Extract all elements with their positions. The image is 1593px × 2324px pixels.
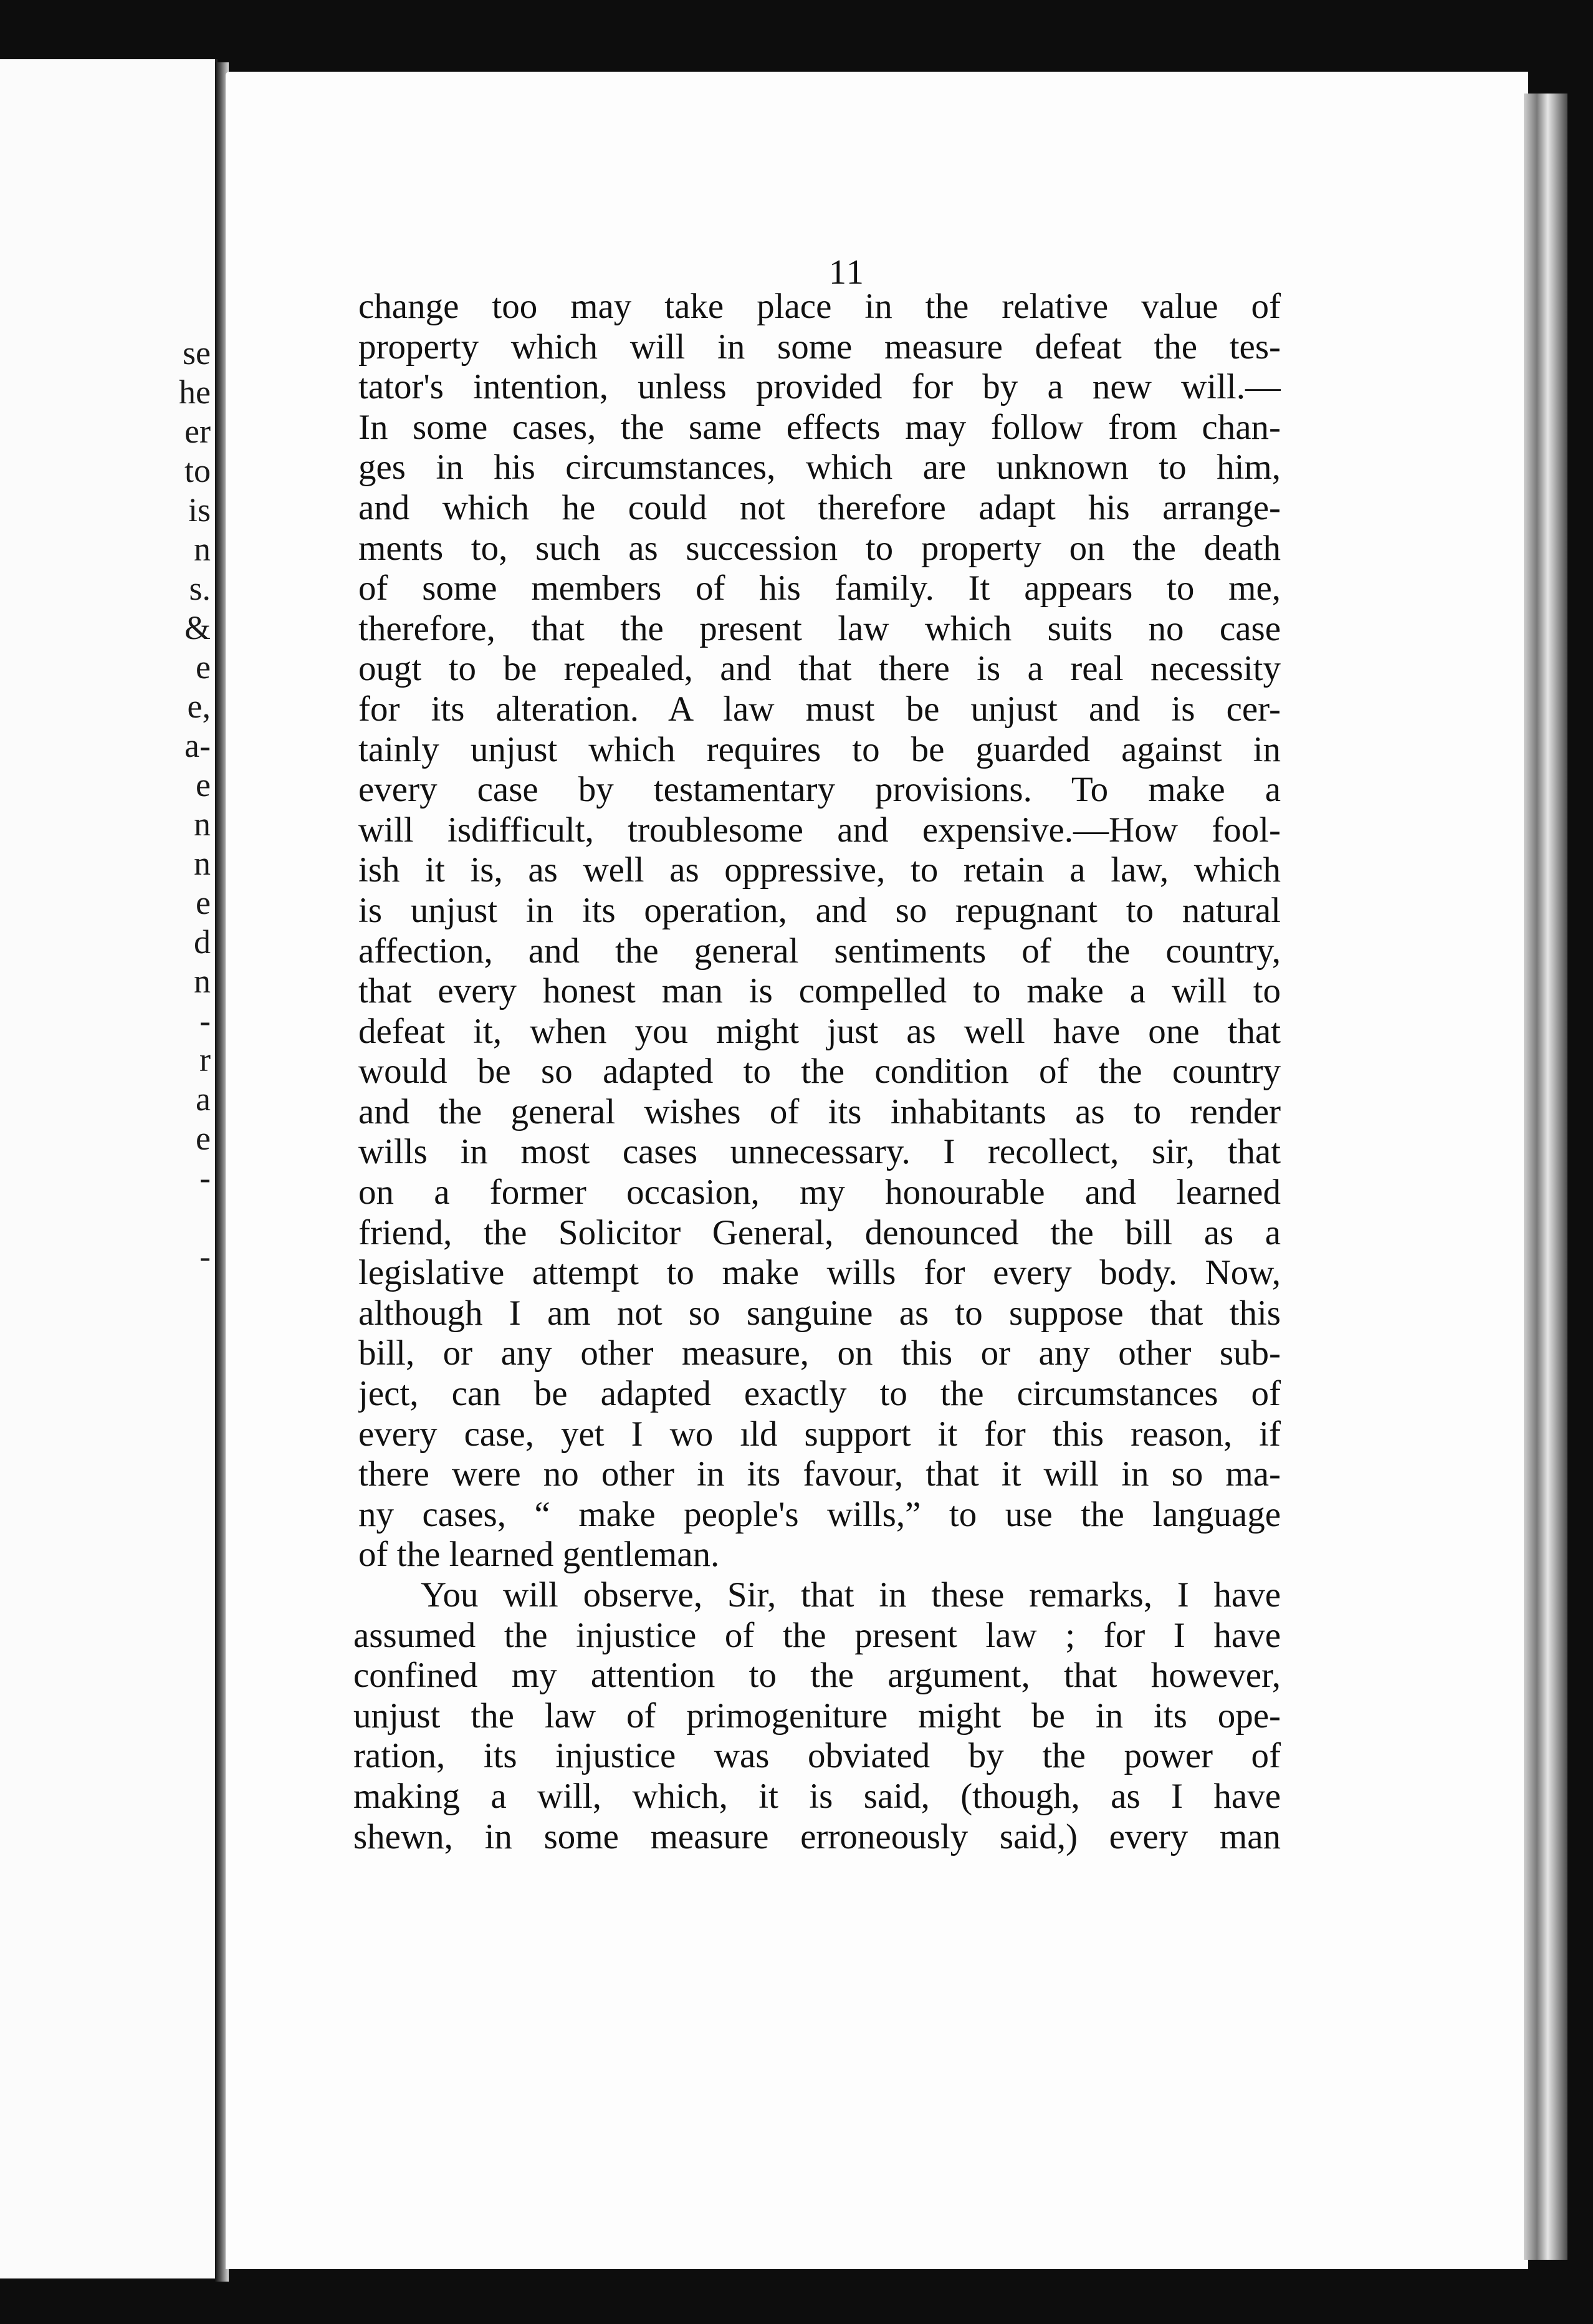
fragment-line: he bbox=[179, 373, 211, 411]
paragraph-start-line: You will observe, Sir, that in these remarks, I have bbox=[421, 1575, 1281, 1615]
fragment-line: e bbox=[196, 648, 211, 686]
fragment-line: d bbox=[194, 923, 211, 961]
page-body-text bbox=[353, 287, 1281, 1857]
fragment-line: e bbox=[196, 766, 211, 804]
previous-page-edge bbox=[0, 59, 218, 2278]
text-line: assumed the injustice of the present law ; for I have bbox=[353, 1615, 1281, 1655]
text-line: defeat it, when you might just as well have one that bbox=[358, 1011, 1281, 1051]
text-line: affection, and the general sentiments of the country, bbox=[358, 931, 1281, 971]
previous-page-text-fragments bbox=[167, 334, 211, 1315]
fragment-line: - bbox=[199, 1002, 211, 1039]
text-line: every case by testamentary provisions. To make a bbox=[358, 770, 1281, 810]
text-line: In some cases, the same effects may follow from chan- bbox=[358, 407, 1281, 447]
fragment-line: n bbox=[194, 845, 211, 882]
page-stack-edge bbox=[1524, 94, 1567, 2260]
text-line: ges in his circumstances, which are unknown to him, bbox=[358, 448, 1281, 487]
text-line: shewn, in some measure erroneously said,) every man bbox=[353, 1817, 1281, 1856]
fragment-line: to bbox=[184, 452, 211, 489]
fragment-line: - bbox=[199, 1237, 211, 1275]
text-line: that every honest man is compelled to make a will to bbox=[358, 971, 1281, 1011]
text-line: ject, can be adapted exactly to the circumstances of bbox=[358, 1374, 1281, 1414]
text-line: is unjust in its operation, and so repugnant to natural bbox=[358, 890, 1281, 930]
fragment-line: - bbox=[199, 1159, 211, 1196]
text-line: wills in most cases unnecessary. I recollect, sir, that bbox=[358, 1132, 1281, 1172]
text-line: and the general wishes of its inhabitants as to render bbox=[358, 1092, 1281, 1131]
fragment-line: is bbox=[188, 491, 211, 529]
text-line: therefore, that the present law which suits no case bbox=[358, 608, 1281, 648]
text-line: would be so adapted to the condition of the country bbox=[358, 1052, 1281, 1092]
text-line: ny cases, “ make people's wills,” to use the language bbox=[358, 1494, 1281, 1534]
text-line: legislative attempt to make wills for every body. Now, bbox=[358, 1253, 1281, 1293]
fragment-line: & bbox=[184, 609, 211, 646]
text-line: ish it is, as well as oppressive, to retain a law, which bbox=[358, 850, 1281, 890]
fragment-line: se bbox=[183, 334, 211, 372]
paragraph-end-line: of the learned gentleman. bbox=[358, 1535, 720, 1575]
text-line: ration, its injustice was obviated by the power of bbox=[353, 1736, 1281, 1776]
text-line: bill, or any other measure, on this or any other sub- bbox=[358, 1333, 1281, 1373]
text-line: friend, the Solicitor General, denounced the bill as a bbox=[358, 1212, 1281, 1252]
text-line: ments to, such as succession to property on the death bbox=[358, 528, 1281, 568]
text-line: every case, yet I wo ıld support it for this reason, if bbox=[358, 1414, 1281, 1454]
text-line: there were no other in its favour, that it will in so ma- bbox=[358, 1454, 1281, 1494]
text-line: confined my attention to the argument, that however, bbox=[353, 1656, 1281, 1696]
text-line: making a will, which, it is said, (though, as I have bbox=[353, 1776, 1281, 1816]
text-line: on a former occasion, my honourable and learned bbox=[358, 1173, 1281, 1212]
text-line: ougt to be repealed, and that there is a real necessity bbox=[358, 649, 1281, 689]
text-line: and which he could not therefore adapt his arrange- bbox=[358, 487, 1281, 527]
fragment-line bbox=[167, 1198, 211, 1237]
fragment-line bbox=[167, 1276, 211, 1315]
text-line: will isdifficult, troublesome and expensive.—How fool- bbox=[358, 810, 1281, 850]
fragment-line: n bbox=[194, 963, 211, 1000]
fragment-line: a bbox=[196, 1080, 211, 1118]
text-line: unjust the law of primogeniture might be in its ope- bbox=[353, 1696, 1281, 1736]
text-line: of some members of his family. It appears to me, bbox=[358, 569, 1281, 608]
text-line: although I am not so sanguine as to suppose that this bbox=[358, 1293, 1281, 1333]
fragment-line: n bbox=[194, 805, 211, 843]
text-line: change too may take place in the relative value of bbox=[358, 287, 1281, 326]
fragment-line: s. bbox=[189, 570, 211, 607]
text-line: property which will in some measure defeat the tes- bbox=[358, 327, 1281, 367]
fragment-line: r bbox=[199, 1041, 211, 1078]
fragment-line: e bbox=[196, 884, 211, 921]
text-line: for its alteration. A law must be unjust and is cer- bbox=[358, 689, 1281, 729]
fragment-line: e bbox=[196, 1120, 211, 1157]
fragment-line: er bbox=[184, 413, 211, 450]
text-line: tainly unjust which requires to be guarded against in bbox=[358, 729, 1281, 769]
text-line: tator's intention, unless provided for by a new will.— bbox=[358, 367, 1281, 407]
fragment-line: a- bbox=[184, 727, 211, 764]
fragment-line: e, bbox=[187, 688, 211, 725]
fragment-line: n bbox=[194, 531, 211, 568]
page-number: 11 bbox=[829, 253, 865, 292]
